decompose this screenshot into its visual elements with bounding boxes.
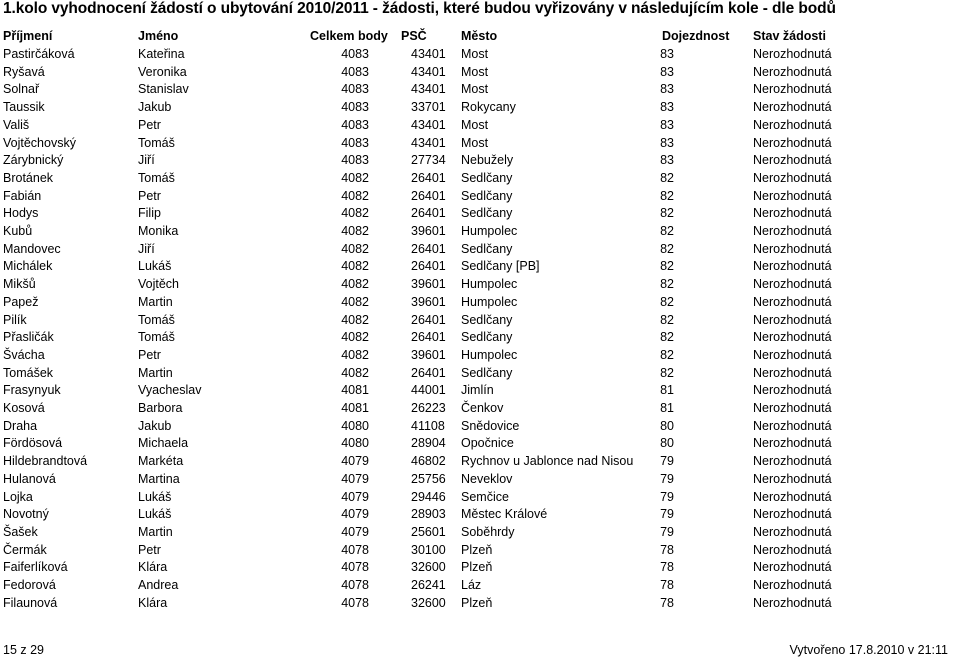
cell-status: Nerozhodnutá: [753, 524, 832, 539]
cell-postal-code: 41108: [411, 418, 445, 433]
table-row: [0, 346, 960, 364]
header-total-points: Celkem body: [310, 29, 388, 43]
table-row: [0, 594, 960, 612]
cell-first-name: Monika: [138, 224, 179, 238]
cell-postal-code: 25601: [411, 524, 446, 539]
cell-last-name: Vališ: [3, 117, 30, 132]
table-row: [0, 417, 960, 435]
cell-total-points: 4080: [341, 436, 369, 451]
table-row: [0, 257, 960, 275]
cell-postal-code: 28903: [411, 507, 446, 522]
cell-first-name: Petr: [138, 347, 161, 362]
cell-total-points: 4083: [341, 100, 369, 115]
table-header: [0, 27, 960, 45]
cell-total-points: 4083: [341, 47, 369, 61]
cell-city: Humpolec: [461, 224, 518, 238]
cell-total-points: 4083: [341, 64, 369, 79]
page-number: 15 z 29: [3, 643, 45, 657]
cell-last-name: Brotánek: [3, 170, 54, 185]
header-status: Stav žádosti: [753, 29, 826, 43]
cell-last-name: Švácha: [3, 347, 45, 362]
cell-postal-code: 25756: [411, 471, 446, 486]
cell-total-points: 4083: [341, 153, 369, 168]
cell-total-points: 4081: [341, 383, 369, 398]
header-city: Město: [461, 29, 498, 43]
cell-total-points: 4079: [341, 489, 369, 504]
cell-total-points: 4082: [341, 241, 369, 256]
cell-total-points: 4080: [341, 418, 369, 433]
cell-status: Nerozhodnutá: [753, 206, 832, 221]
cell-postal-code: 39601: [411, 277, 446, 292]
table-row: [0, 381, 960, 399]
cell-first-name: Michaela: [138, 436, 189, 451]
cell-city: Jimlín: [461, 383, 494, 398]
cell-status: Nerozhodnutá: [753, 170, 832, 185]
cell-total-points: 4082: [341, 188, 369, 203]
cell-last-name: Tomášek: [3, 365, 54, 380]
cell-last-name: Fedorová: [3, 578, 56, 592]
cell-total-points: 4082: [341, 294, 369, 309]
cell-status: Nerozhodnutá: [753, 64, 832, 79]
table-row: [0, 470, 960, 488]
cell-first-name: Petr: [138, 542, 161, 557]
table-row: [0, 222, 960, 240]
cell-total-points: 4078: [341, 595, 369, 610]
cell-total-points: 4082: [341, 330, 369, 345]
cell-first-name: Tomáš: [138, 330, 175, 345]
cell-city: Most: [461, 47, 489, 61]
cell-commute: 81: [660, 383, 674, 398]
cell-last-name: Zárybnický: [3, 153, 64, 168]
cell-status: Nerozhodnutá: [753, 365, 832, 380]
cell-first-name: Tomáš: [138, 312, 175, 327]
table-row: [0, 488, 960, 506]
cell-status: Nerozhodnutá: [753, 294, 832, 309]
cell-first-name: Kateřina: [138, 47, 185, 61]
cell-commute: 78: [660, 560, 674, 575]
cell-postal-code: 46802: [411, 454, 446, 469]
cell-city: Humpolec: [461, 294, 518, 309]
cell-commute: 82: [660, 259, 674, 274]
cell-last-name: Frasynyuk: [3, 383, 61, 398]
table-row: [0, 204, 960, 222]
cell-commute: 78: [660, 542, 674, 557]
cell-status: Nerozhodnutá: [753, 153, 832, 168]
cell-postal-code: 26241: [411, 578, 446, 592]
cell-status: Nerozhodnutá: [753, 312, 832, 327]
cell-first-name: Lukáš: [138, 507, 172, 522]
cell-city: Soběhrdy: [461, 524, 515, 539]
cell-first-name: Lukáš: [138, 259, 172, 274]
cell-status: Nerozhodnutá: [753, 347, 832, 362]
cell-city: Nebužely: [461, 153, 514, 168]
cell-city: Opočnice: [461, 436, 514, 451]
cell-postal-code: 26401: [411, 259, 446, 274]
cell-commute: 80: [660, 436, 674, 451]
cell-postal-code: 26401: [411, 170, 446, 185]
cell-last-name: Šašek: [3, 524, 38, 539]
cell-commute: 83: [660, 135, 674, 150]
cell-first-name: Tomáš: [138, 135, 175, 150]
cell-commute: 79: [660, 489, 674, 504]
cell-last-name: Fabián: [3, 188, 42, 203]
cell-city: Sedlčany: [461, 241, 513, 256]
cell-commute: 82: [660, 365, 674, 380]
cell-last-name: Kubů: [3, 224, 33, 238]
table-row: [0, 275, 960, 293]
cell-last-name: Novotný: [3, 507, 49, 522]
cell-status: Nerozhodnutá: [753, 595, 832, 610]
table-row: [0, 576, 960, 594]
cell-city: Sedlčany: [461, 170, 513, 185]
cell-status: Nerozhodnutá: [753, 82, 832, 97]
cell-city: Plzeň: [461, 595, 493, 610]
cell-city: Láz: [461, 578, 482, 592]
cell-city: Most: [461, 82, 489, 97]
cell-postal-code: 33701: [411, 100, 446, 115]
cell-city: Semčice: [461, 489, 509, 504]
cell-status: Nerozhodnutá: [753, 259, 832, 274]
cell-postal-code: 39601: [411, 294, 446, 309]
cell-total-points: 4082: [341, 170, 369, 185]
cell-commute: 79: [660, 454, 674, 469]
cell-city: Rychnov u Jablonce nad Nisou: [461, 454, 634, 469]
table-row: [0, 293, 960, 311]
cell-first-name: Filip: [138, 206, 161, 221]
cell-total-points: 4079: [341, 524, 369, 539]
cell-total-points: 4083: [341, 82, 369, 97]
cell-commute: 80: [660, 418, 674, 433]
created-stamp: Vytvořeno 17.8.2010 v 21:11: [789, 643, 948, 657]
cell-postal-code: 43401: [411, 64, 446, 79]
cell-postal-code: 28904: [411, 436, 446, 451]
table-row: [0, 98, 960, 116]
cell-status: Nerozhodnutá: [753, 418, 832, 433]
table-row: [0, 151, 960, 169]
cell-first-name: Jiří: [138, 241, 155, 256]
cell-first-name: Lukáš: [138, 489, 172, 504]
cell-last-name: Taussik: [3, 100, 45, 115]
cell-first-name: Markéta: [138, 454, 184, 469]
cell-last-name: Pastirčáková: [3, 47, 75, 61]
cell-postal-code: 26401: [411, 241, 446, 256]
cell-status: Nerozhodnutá: [753, 578, 832, 592]
table-row: [0, 399, 960, 417]
cell-commute: 82: [660, 277, 674, 292]
cell-first-name: Barbora: [138, 401, 183, 415]
table-row: [0, 45, 960, 63]
cell-city: Městec Králové: [461, 507, 548, 522]
cell-postal-code: 26401: [411, 188, 446, 203]
cell-first-name: Klára: [138, 595, 168, 610]
cell-last-name: Fördösová: [3, 436, 63, 451]
cell-postal-code: 43401: [411, 82, 446, 97]
table-row: [0, 80, 960, 98]
cell-total-points: 4082: [341, 206, 369, 221]
cell-city: Čenkov: [461, 401, 504, 415]
cell-status: Nerozhodnutá: [753, 277, 832, 292]
cell-last-name: Mikšů: [3, 277, 36, 292]
cell-commute: 83: [660, 153, 674, 168]
cell-total-points: 4082: [341, 277, 369, 292]
cell-commute: 79: [660, 471, 674, 486]
cell-status: Nerozhodnutá: [753, 383, 832, 398]
cell-city: Sedlčany [PB]: [461, 259, 540, 274]
cell-postal-code: 26401: [411, 206, 446, 221]
cell-postal-code: 26401: [411, 365, 446, 380]
cell-last-name: Přasličák: [3, 330, 54, 345]
cell-commute: 78: [660, 578, 674, 592]
cell-postal-code: 44001: [411, 383, 446, 398]
cell-total-points: 4083: [341, 117, 369, 132]
cell-postal-code: 43401: [411, 135, 446, 150]
table-row: [0, 541, 960, 559]
table-row: [0, 558, 960, 576]
header-first-name: Jméno: [138, 29, 179, 43]
cell-last-name: Michálek: [3, 259, 53, 274]
cell-commute: 82: [660, 188, 674, 203]
cell-total-points: 4082: [341, 365, 369, 380]
table-row: [0, 134, 960, 152]
cell-commute: 82: [660, 241, 674, 256]
cell-status: Nerozhodnutá: [753, 489, 832, 504]
cell-status: Nerozhodnutá: [753, 241, 832, 256]
cell-commute: 79: [660, 524, 674, 539]
cell-total-points: 4082: [341, 259, 369, 274]
cell-city: Humpolec: [461, 347, 518, 362]
cell-postal-code: 43401: [411, 47, 446, 61]
cell-city: Plzeň: [461, 542, 493, 557]
cell-last-name: Lojka: [3, 489, 33, 504]
table-row: [0, 434, 960, 452]
cell-total-points: 4079: [341, 471, 369, 486]
cell-first-name: Petr: [138, 117, 161, 132]
cell-city: Sedlčany: [461, 330, 513, 345]
cell-status: Nerozhodnutá: [753, 188, 832, 203]
cell-city: Sedlčany: [461, 365, 513, 380]
cell-last-name: Ryšavá: [3, 64, 45, 79]
header-commute: Dojezdnost: [662, 29, 730, 43]
cell-last-name: Faiferlíková: [3, 560, 68, 575]
cell-postal-code: 26401: [411, 330, 446, 345]
header-last-name: Příjmení: [3, 29, 53, 43]
cell-commute: 82: [660, 224, 674, 238]
cell-commute: 82: [660, 294, 674, 309]
cell-first-name: Vojtěch: [138, 277, 180, 292]
cell-first-name: Veronika: [138, 64, 187, 79]
cell-first-name: Martina: [138, 471, 180, 486]
cell-first-name: Tomáš: [138, 170, 175, 185]
cell-postal-code: 32600: [411, 595, 446, 610]
cell-total-points: 4078: [341, 578, 369, 592]
cell-total-points: 4078: [341, 542, 369, 557]
cell-total-points: 4082: [341, 312, 369, 327]
cell-postal-code: 26223: [411, 401, 446, 415]
cell-last-name: Hulanová: [3, 471, 56, 486]
cell-total-points: 4078: [341, 560, 369, 575]
cell-status: Nerozhodnutá: [753, 100, 832, 115]
cell-status: Nerozhodnutá: [753, 542, 832, 557]
cell-city: Most: [461, 117, 489, 132]
cell-postal-code: 39601: [411, 224, 446, 238]
table-row: [0, 328, 960, 346]
cell-status: Nerozhodnutá: [753, 560, 832, 575]
cell-last-name: Čermák: [3, 542, 47, 557]
table-row: [0, 505, 960, 523]
cell-last-name: Hodys: [3, 206, 39, 221]
cell-first-name: Jiří: [138, 153, 155, 168]
table-row: [0, 116, 960, 134]
cell-postal-code: 26401: [411, 312, 446, 327]
cell-first-name: Klára: [138, 560, 168, 575]
cell-first-name: Martin: [138, 365, 173, 380]
table-row: [0, 311, 960, 329]
cell-first-name: Andrea: [138, 578, 179, 592]
cell-status: Nerozhodnutá: [753, 436, 832, 451]
table-row: [0, 240, 960, 258]
cell-last-name: Solnař: [3, 82, 40, 97]
table-row: [0, 169, 960, 187]
cell-city: Humpolec: [461, 277, 518, 292]
cell-city: Plzeň: [461, 560, 493, 575]
table-row: [0, 63, 960, 81]
cell-status: Nerozhodnutá: [753, 224, 832, 238]
cell-commute: 83: [660, 100, 674, 115]
cell-commute: 83: [660, 47, 674, 61]
cell-commute: 82: [660, 206, 674, 221]
cell-last-name: Draha: [3, 418, 38, 433]
cell-city: Sedlčany: [461, 206, 513, 221]
cell-commute: 83: [660, 117, 674, 132]
cell-city: Neveklov: [461, 471, 513, 486]
cell-city: Most: [461, 64, 489, 79]
cell-status: Nerozhodnutá: [753, 135, 832, 150]
cell-status: Nerozhodnutá: [753, 117, 832, 132]
cell-commute: 82: [660, 170, 674, 185]
cell-city: Sedlčany: [461, 312, 513, 327]
cell-status: Nerozhodnutá: [753, 401, 832, 415]
cell-commute: 83: [660, 82, 674, 97]
table-row: [0, 523, 960, 541]
cell-city: Snědovice: [461, 418, 520, 433]
cell-commute: 82: [660, 312, 674, 327]
cell-postal-code: 43401: [411, 117, 446, 132]
cell-city: Most: [461, 135, 489, 150]
cell-status: Nerozhodnutá: [753, 330, 832, 345]
cell-status: Nerozhodnutá: [753, 454, 832, 469]
cell-total-points: 4082: [341, 224, 369, 238]
cell-commute: 83: [660, 64, 674, 79]
cell-total-points: 4082: [341, 347, 369, 362]
cell-last-name: Papež: [3, 294, 39, 309]
cell-total-points: 4079: [341, 507, 369, 522]
header-postal-code: PSČ: [401, 29, 427, 43]
cell-last-name: Vojtěchovský: [3, 135, 76, 150]
cell-status: Nerozhodnutá: [753, 507, 832, 522]
table-row: [0, 452, 960, 470]
cell-postal-code: 30100: [411, 542, 446, 557]
cell-commute: 78: [660, 595, 674, 610]
cell-postal-code: 27734: [411, 153, 446, 168]
cell-first-name: Vyacheslav: [138, 383, 202, 398]
cell-commute: 81: [660, 401, 674, 415]
table-row: [0, 364, 960, 382]
cell-total-points: 4081: [341, 401, 369, 415]
cell-city: Rokycany: [461, 100, 516, 115]
cell-first-name: Martin: [138, 294, 173, 309]
cell-postal-code: 39601: [411, 347, 446, 362]
cell-total-points: 4079: [341, 454, 369, 469]
cell-first-name: Martin: [138, 524, 173, 539]
cell-first-name: Petr: [138, 188, 161, 203]
cell-first-name: Jakub: [138, 100, 172, 115]
table-row: [0, 187, 960, 205]
cell-last-name: Mandovec: [3, 241, 61, 256]
cell-status: Nerozhodnutá: [753, 471, 832, 486]
cell-postal-code: 29446: [411, 489, 446, 504]
cell-last-name: Filaunová: [3, 595, 58, 610]
cell-last-name: Hildebrandtová: [3, 454, 88, 469]
cell-first-name: Stanislav: [138, 82, 189, 97]
cell-total-points: 4083: [341, 135, 369, 150]
cell-last-name: Kosová: [3, 401, 45, 415]
cell-commute: 79: [660, 507, 674, 522]
cell-status: Nerozhodnutá: [753, 47, 832, 61]
cell-postal-code: 32600: [411, 560, 446, 575]
cell-last-name: Pilík: [3, 312, 27, 327]
page-title: 1.kolo vyhodnocení žádostí o ubytování 2010/2011 - žádosti, které budou vyřizovány v následujícím kole - dle bodů: [3, 0, 836, 17]
cell-city: Sedlčany: [461, 188, 513, 203]
cell-commute: 82: [660, 330, 674, 345]
cell-commute: 82: [660, 347, 674, 362]
cell-first-name: Jakub: [138, 418, 172, 433]
